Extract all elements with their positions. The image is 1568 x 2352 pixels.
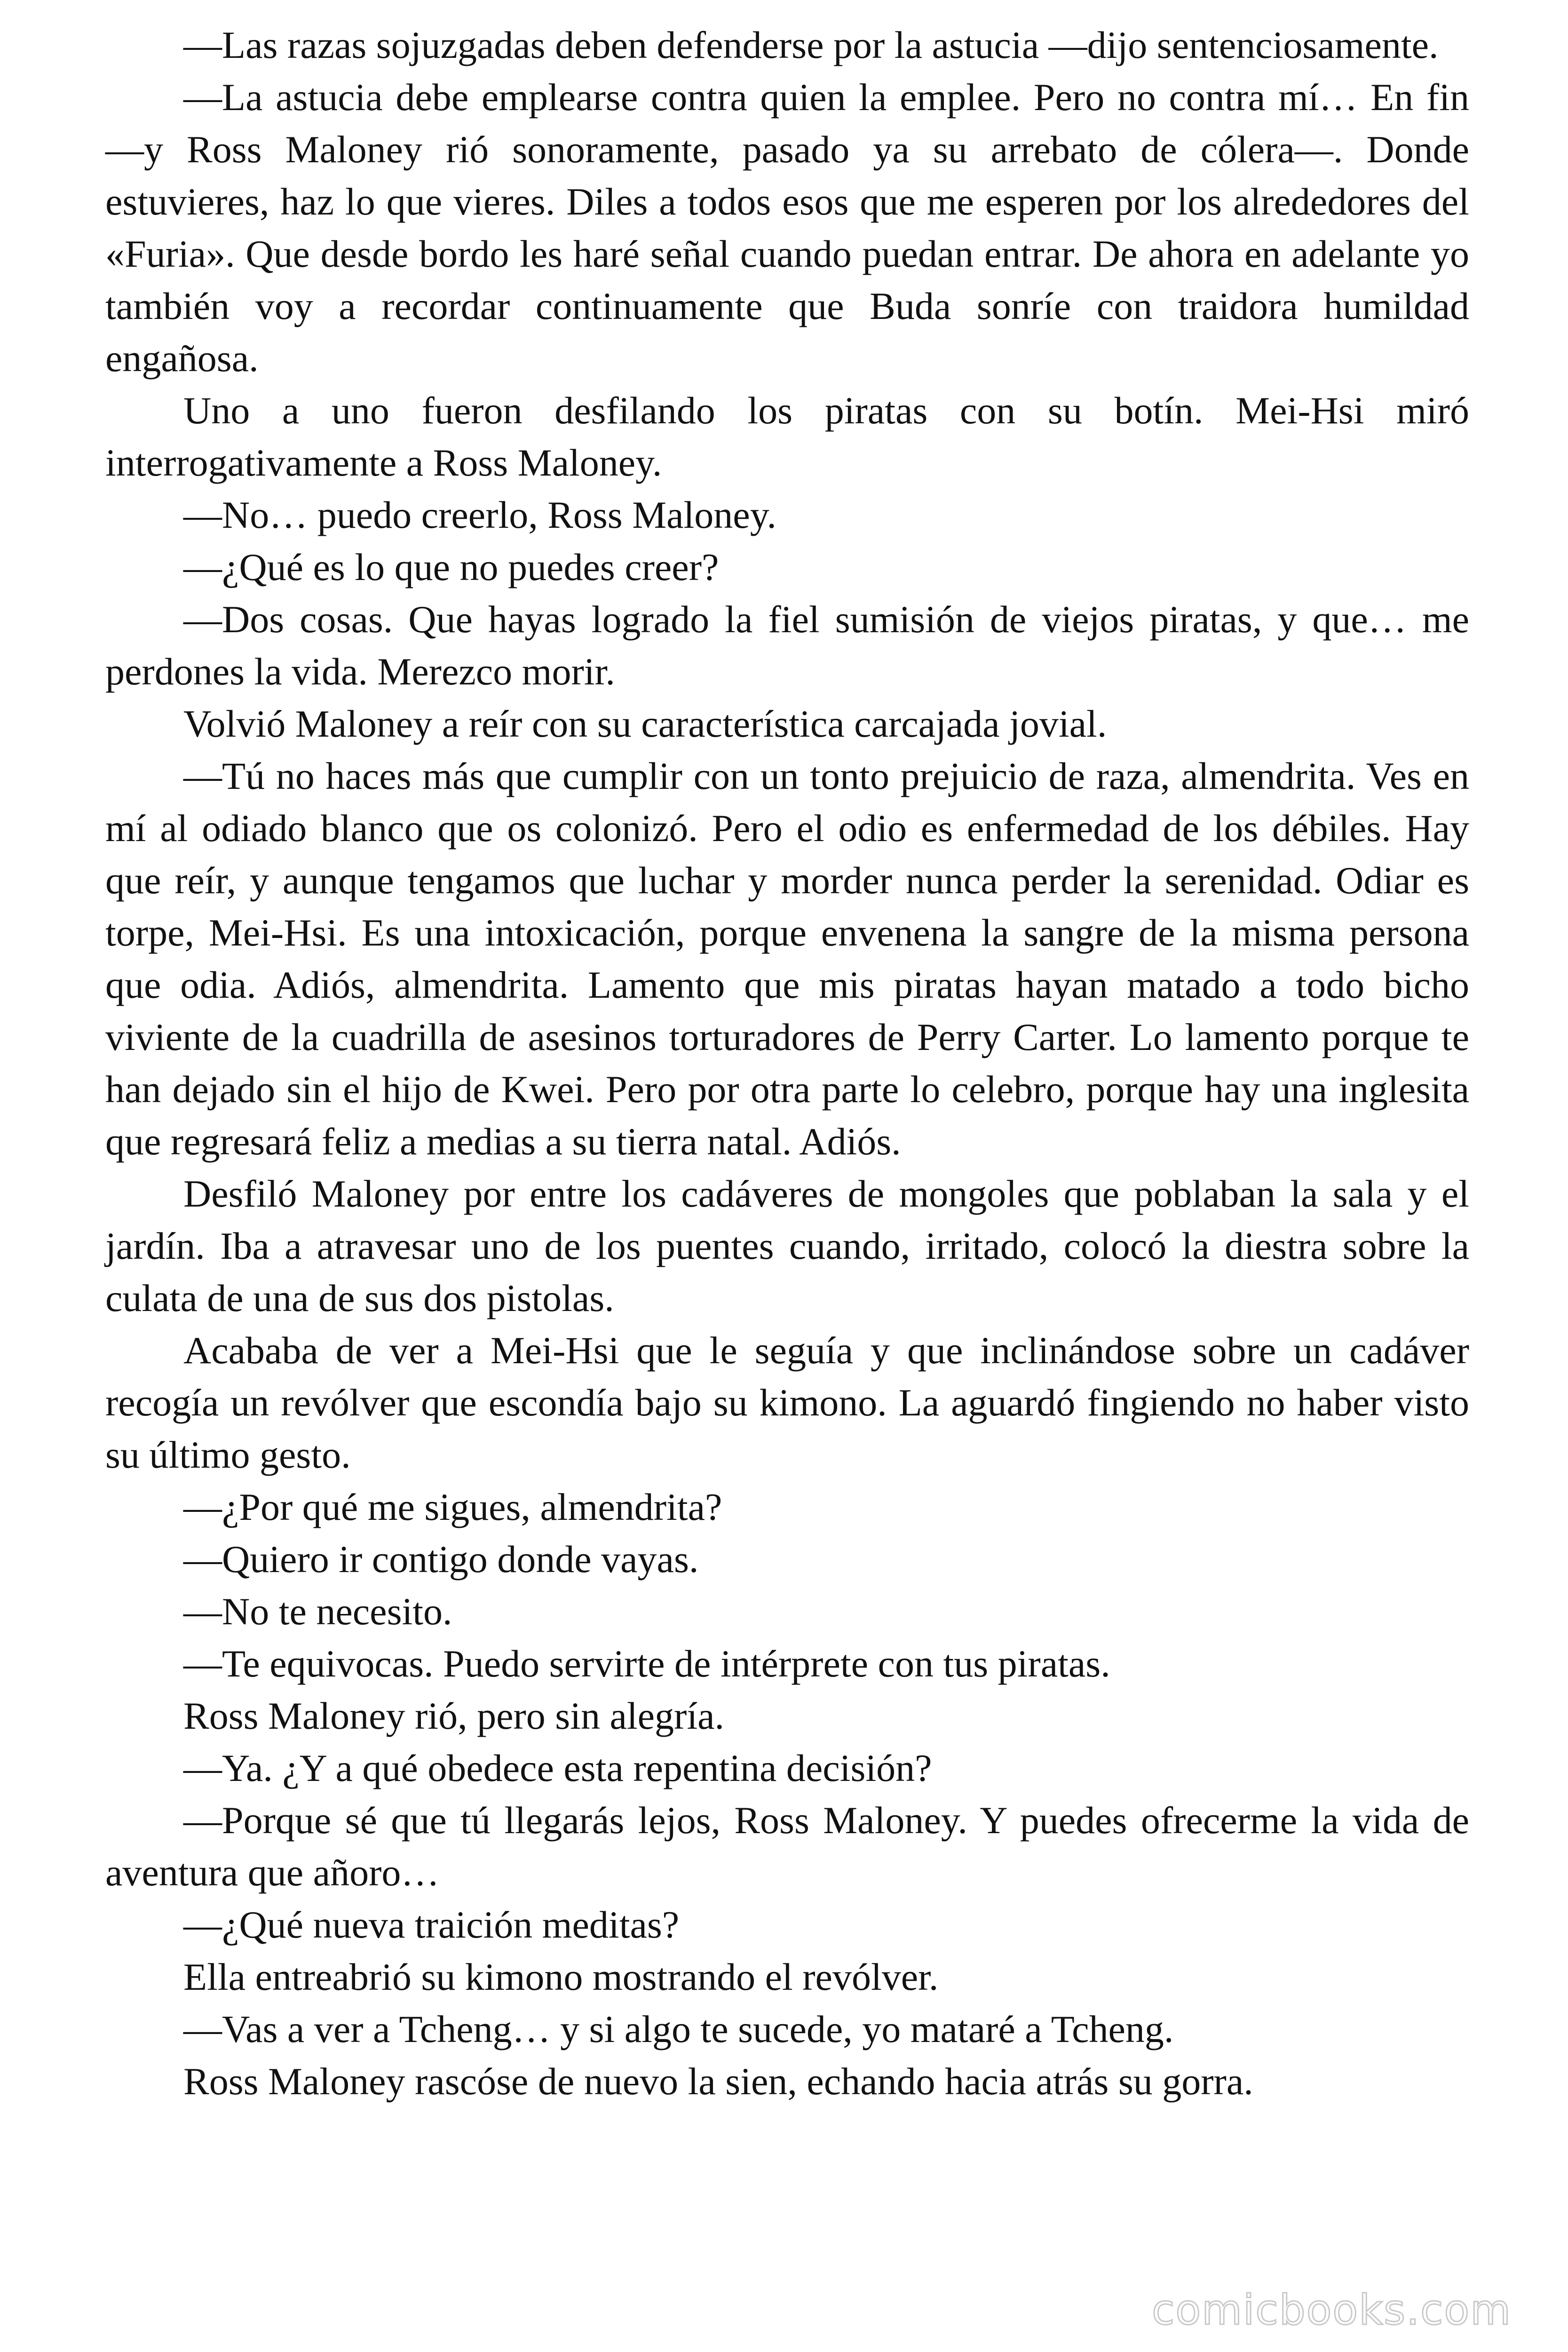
paragraph: Desfiló Maloney por entre los cadáveres de mongoles que poblaban la sala y el jardín. Iba a atravesar uno de los puentes cuando, irritado, colocó la diestra sobre la culata de una de sus dos pistolas. [105,1172,1469,1319]
paragraph: —No te necesito. [183,1590,452,1633]
paragraph: —¿Qué es lo que no puedes creer? [183,546,719,588]
watermark: comicbooks.com [1151,2286,1512,2334]
paragraph: —Dos cosas. Que hayas logrado la fiel sumisión de viejos piratas, y que… me perdones la vida. Merezco morir. [105,598,1469,693]
paragraph: Volvió Maloney a reír con su característica carcajada jovial. [183,702,1107,745]
paragraph: —Quiero ir contigo donde vayas. [183,1538,699,1581]
paragraph: —¿Por qué me sigues, almendrita? [183,1486,722,1528]
paragraph: Ella entreabrió su kimono mostrando el revólver. [183,1955,939,1998]
paragraph: —No… puedo creerlo, Ross Maloney. [183,493,776,536]
paragraph: —Tú no haces más que cumplir con un tonto prejuicio de raza, almendrita. Ves en mí al odiado blanco que os colonizó. Pero el odio es enfermedad de los débiles. Hay que reír, y aunque tengamos que luchar y morder nunca perder la serenidad. Odiar es torpe, Mei-Hsi. Es una intoxicación, porque envenena la sangre de la misma persona que odia. Adiós, almendrita. Lamento que mis piratas hayan matado a todo bicho viviente de la cuadrilla de asesinos torturadores de Perry Carter. Lo lamento porque te han dejado sin el hijo de Kwei. Pero por otra parte lo celebro, porque hay una inglesita que regresará feliz a medias a su tierra natal. Adiós. [105,755,1469,1163]
paragraph: —Te equivocas. Puedo servirte de intérprete con tus piratas. [183,1642,1110,1685]
paragraph: —¿Qué nueva traición meditas? [183,1903,680,1946]
paragraph: —Ya. ¿Y a qué obedece esta repentina decisión? [183,1747,932,1789]
page-text [105,19,1469,2107]
paragraph: —Las razas sojuzgadas deben defenderse por la astucia —dijo sentenciosamente. [183,24,1439,66]
paragraph: Ross Maloney rió, pero sin alegría. [183,1694,725,1737]
paragraph: —La astucia debe emplearse contra quien la emplee. Pero no contra mí… En fin —y Ross Maloney rió sonoramente, pasado ya su arrebato de cólera—. Donde estuvieres, haz lo que vieres. Diles a todos esos que me esperen por los alrededores del «Furia». Que desde bordo les haré señal cuando puedan entrar. De ahora en adelante yo también voy a recordar continuamente que Buda sonríe con traidora humildad engañosa. [105,76,1469,380]
paragraph: —Porque sé que tú llegarás lejos, Ross Maloney. Y puedes ofrecerme la vida de aventura que añoro… [105,1799,1469,1894]
paragraph: Ross Maloney rascóse de nuevo la sien, echando hacia atrás su gorra. [183,2060,1253,2103]
paragraph: Uno a uno fueron desfilando los piratas con su botín. Mei-Hsi miró interrogativamente a Ross Maloney. [105,389,1469,484]
paragraph: Acababa de ver a Mei-Hsi que le seguía y que inclinándose sobre un cadáver recogía un revólver que escondía bajo su kimono. La aguardó fingiendo no haber visto su último gesto. [105,1329,1469,1476]
paragraph: —Vas a ver a Tcheng… y si algo te sucede, yo mataré a Tcheng. [183,2008,1174,2050]
